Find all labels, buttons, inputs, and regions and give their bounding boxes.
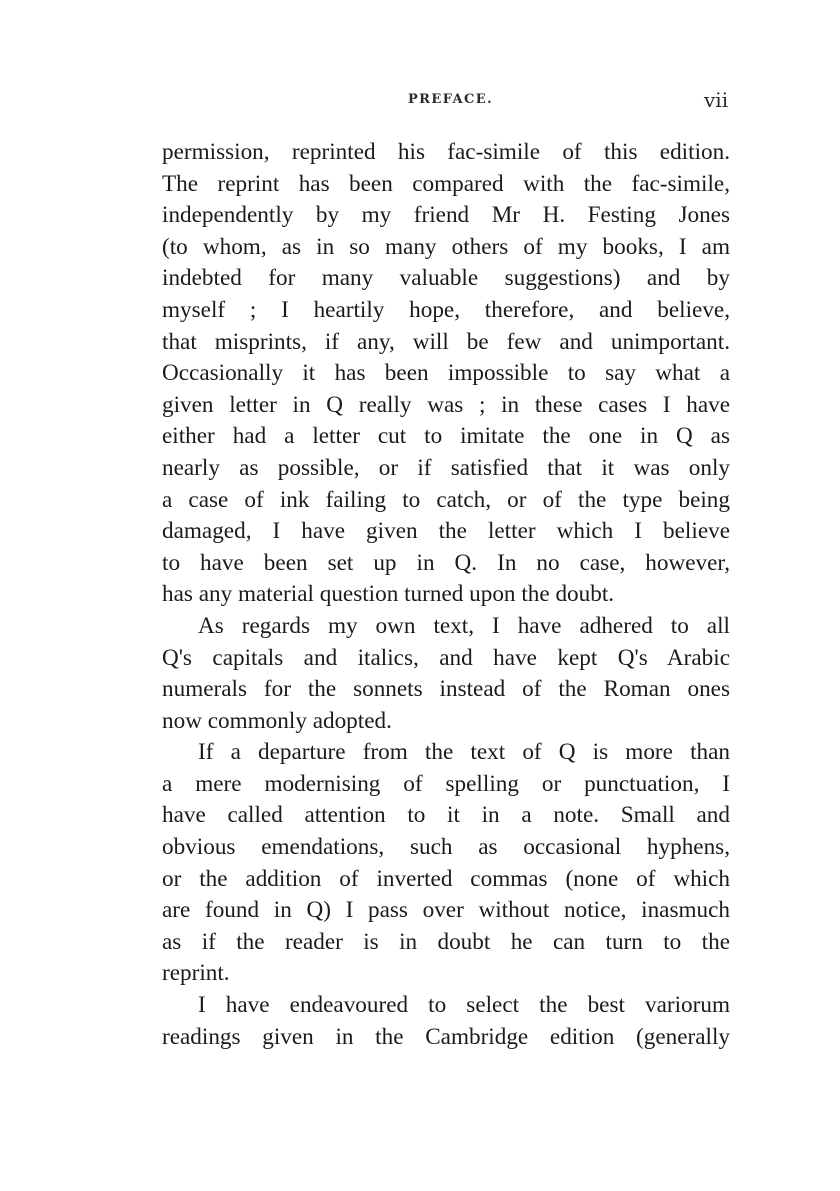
text-line: I have endeavoured to select the best variorum: [198, 992, 730, 1019]
text-line: or the addition of inverted commas (none of which: [162, 865, 730, 892]
text-line: given letter in Q really was ; in these cases I have: [162, 391, 730, 418]
text-line: a case of ink failing to catch, or of the type being: [162, 486, 730, 513]
text-line: now commonly adopted.: [162, 707, 392, 734]
text-line: are found in Q) I pass over without notice, inasmuch: [162, 897, 730, 924]
running-head: [0, 88, 840, 118]
text-line: independently by my friend Mr H. Festing Jones: [162, 202, 730, 229]
text-line: to have been set up in Q. In no case, however,: [162, 549, 730, 576]
text-line: nearly as possible, or if satisfied that it was only: [162, 454, 730, 481]
text-line: Q's capitals and italics, and have kept Q's Arabic: [162, 644, 730, 671]
text-line: permission, reprinted his fac-simile of this edition.: [162, 139, 730, 165]
text-line: As regards my own text, I have adhered to all: [198, 612, 730, 639]
text-line: obvious emendations, such as occasional hyphens,: [162, 834, 730, 861]
text-line: have called attention to it in a note. Small and: [162, 802, 730, 829]
text-line: as if the reader is in doubt he can turn to the: [162, 928, 730, 955]
page-number: vii: [704, 88, 729, 112]
text-line: readings given in the Cambridge edition (generally: [162, 1023, 730, 1050]
text-line: myself ; I heartily hope, therefore, and believe,: [162, 296, 730, 323]
running-title: PREFACE.: [408, 92, 494, 107]
text-line: If a departure from the text of Q is more than: [198, 739, 730, 766]
text-line: either had a letter cut to imitate the one in Q as: [162, 423, 730, 450]
text-line: a mere modernising of spelling or punctuation, I: [162, 770, 730, 797]
text-line: damaged, I have given the letter which I believe: [162, 518, 730, 545]
text-line: reprint.: [162, 960, 230, 987]
text-line: (to whom, as in so many others of my books, I am: [162, 233, 730, 260]
text-line: that misprints, if any, will be few and unimportant.: [162, 328, 730, 355]
text-line: has any material question turned upon the doubt.: [162, 581, 615, 608]
body-text: [162, 137, 730, 1053]
text-line: numerals for the sonnets instead of the Roman ones: [162, 676, 730, 703]
text-line: The reprint has been compared with the fac-simile,: [162, 170, 730, 197]
text-line: Occasionally it has been impossible to say what a: [162, 360, 730, 387]
text-line: indebted for many valuable suggestions) and by: [162, 265, 730, 292]
